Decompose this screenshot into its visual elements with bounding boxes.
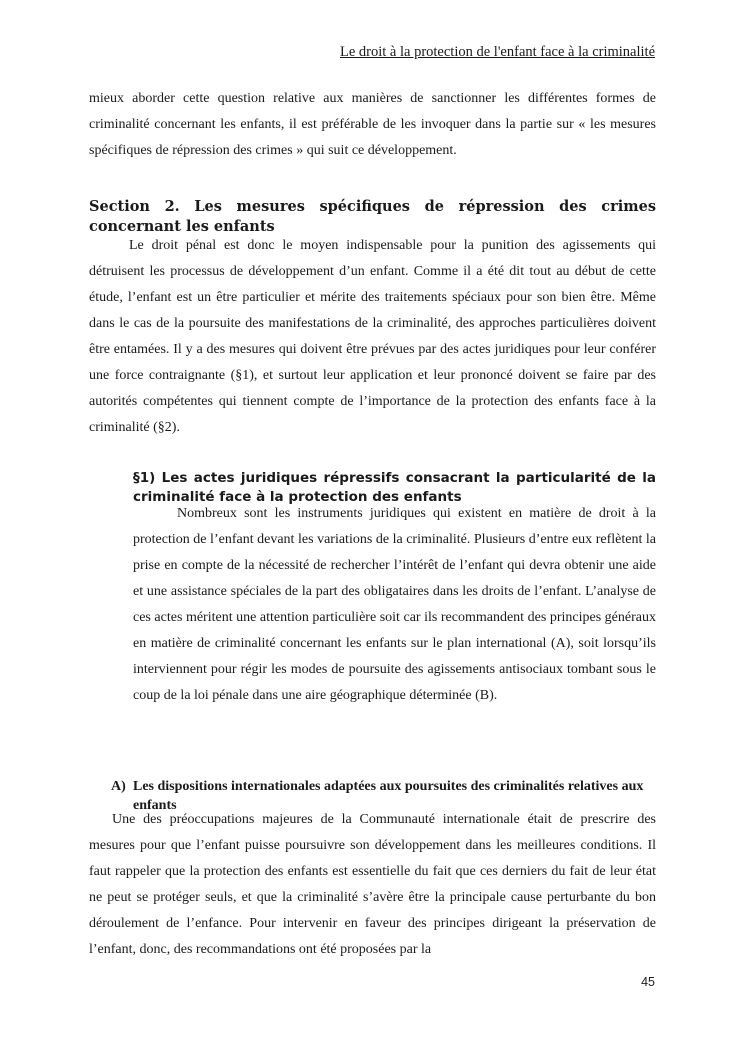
part-a-marker: A): [111, 779, 126, 794]
page-number: 45: [641, 975, 655, 989]
section-2-heading: Section 2. Les mesures spécifiques de répression des crimes concernant les enfants: [89, 198, 656, 235]
intro-paragraph: mieux aborder cette question relative aux manières de sanctionner les différentes formes de criminalité concernant les enfants, il est préférable de les invoquer dans la partie sur « les mesures spécifiques de répression des crimes » qui suit ce développement.: [89, 91, 656, 158]
part-a-title: Les dispositions internationales adaptées aux poursuites des criminalités relatives aux enfants: [133, 779, 644, 813]
running-header: Le droit à la protection de l'enfant face à la criminalité: [339, 44, 655, 60]
part-a-paragraph: Une des préoccupations majeures de la Communauté internationale était de prescrire des mesures pour que l’enfant puisse poursuivre son développement dans les meilleures conditions. Il faut rappeler que la protection des enfants est essentielle du fait que ces derniers du fait de leur état ne peut se protéger seuls, et que la criminalité s’avère être la principale cause perturbante du bon déroulement de l’enfance. Pour intervenir en faveur des principes dirigeant la préservation de l’enfant, donc, des recommandations ont été proposées par la: [89, 812, 656, 957]
subsection-1-paragraph: Nombreux sont les instruments juridiques qui existent en matière de droit à la protection de l’enfant devant les variations de la criminalité. Plusieurs d’entre eux reflètent la prise en compte de la nécessité de rechercher l’intérêt de l’enfant qui devra obtenir une aide et une assistance spéciales de la part des obligataires dans les droits de l’enfant. L’analyse de ces actes méritent une attention particulière soit car ils recommandent des principes généraux en matière de criminalité concernant les enfants sur le plan international (A), soit lorsqu’ils interviennent pour régir les modes de poursuite des agissements antisociaux tombant sous le coup de la loi pénale dans une aire géographique déterminée (B).: [133, 506, 656, 703]
subsection-1-heading: §1) Les actes juridiques répressifs consacrant la particularité de la criminalité face à la protection des enfants: [133, 470, 656, 505]
section-2-paragraph: Le droit pénal est donc le moyen indispensable pour la punition des agissements qui détruisent les processus de développement d’un enfant. Comme il a été dit tout au début de cette étude, l’enfant est un être particulier et mérite des traitements spéciaux pour son bien être. Même dans le cas de la poursuite des manifestations de la criminalité, des approches particulières doivent être entamées. Il y a des mesures qui doivent être prévues par des actes juridiques pour leur conférer une force contraignante (§1), et surtout leur application et leur prononcé doivent se faire par des autorités compétentes qui tiennent compte de l’importance de la protection des enfants face à la criminalité (§2).: [89, 238, 656, 435]
